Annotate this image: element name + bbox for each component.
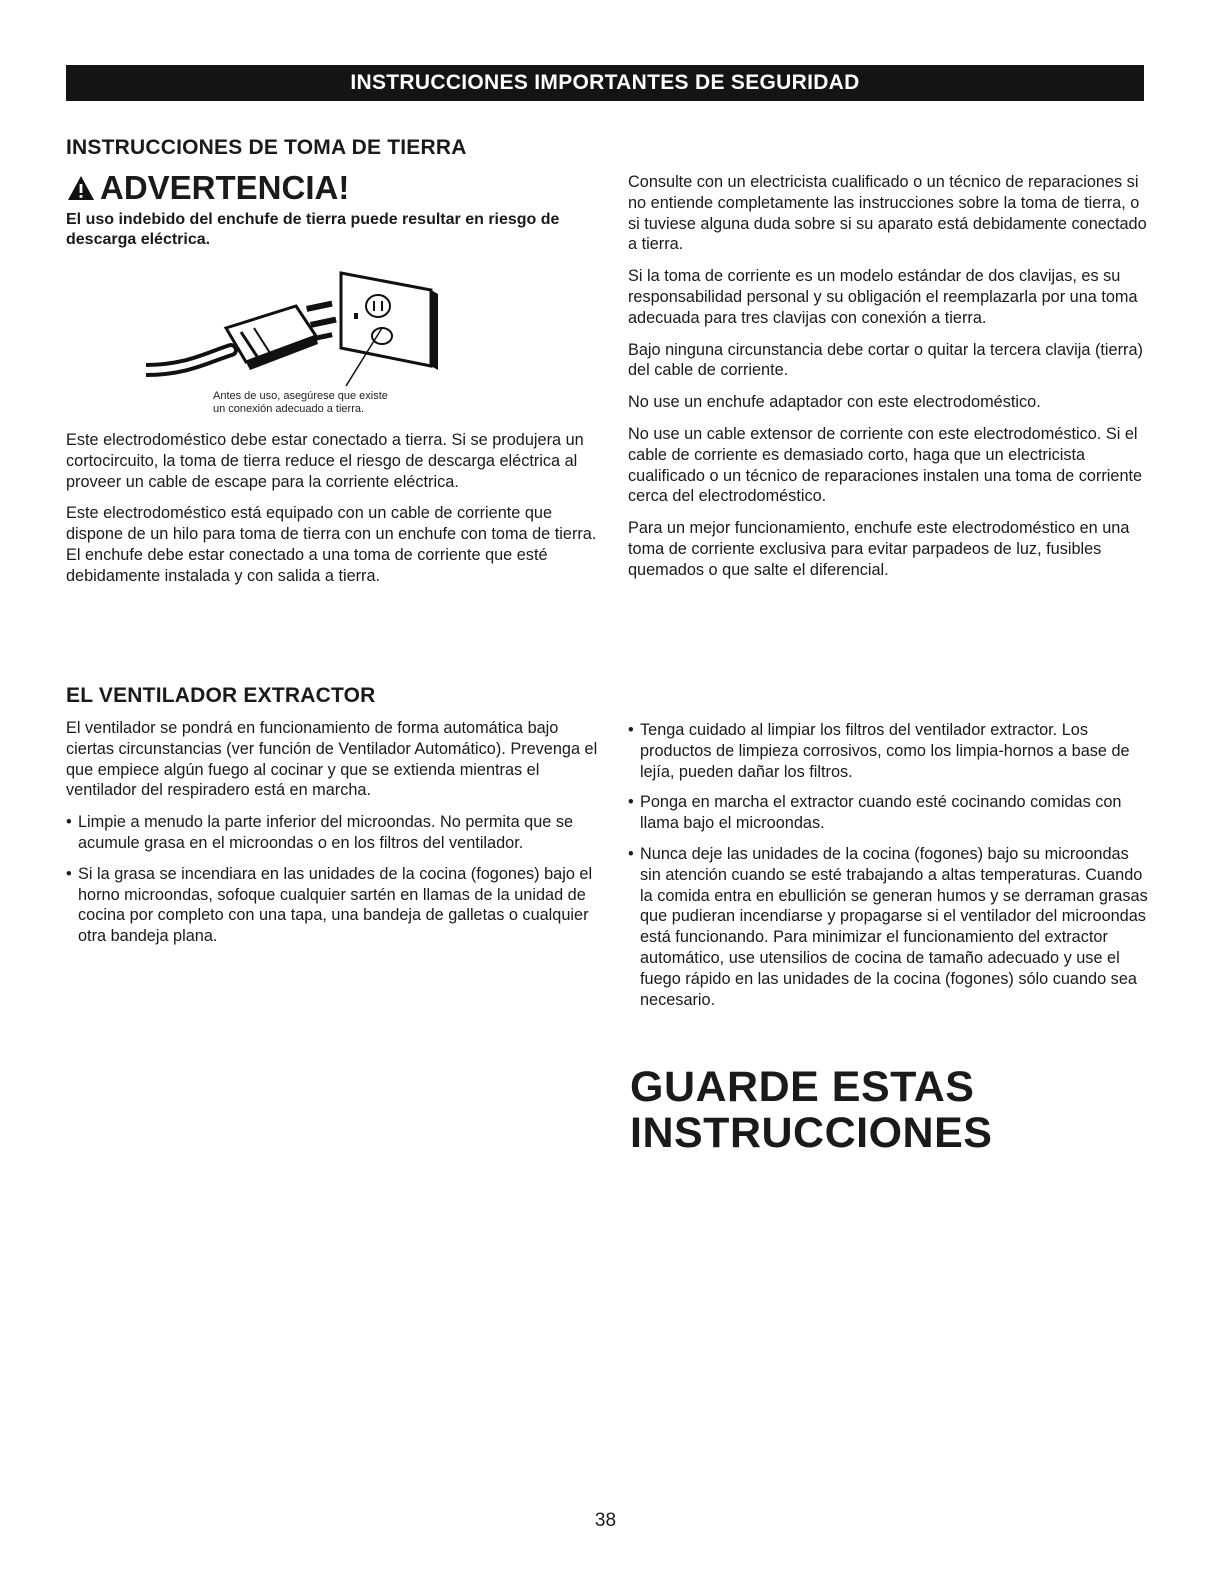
- list-item: • Si la grasa se incendiara en las unidades de la cocina (fogones) bajo el horno microondas, sofoque cualquier sartén en llamas de la unidad de cocina por completo con una tapa, una bandeja de galletas o cualquier otra bandeja plana.: [66, 864, 606, 947]
- figure-caption: [213, 390, 388, 416]
- grounding-heading: INSTRUCCIONES DE TOMA DE TIERRA: [66, 136, 467, 159]
- list-item: • Limpie a menudo la parte inferior del microondas. No permita que se acumule grasa en el microondas o en los filtros del ventilador.: [66, 812, 606, 854]
- grounding-figure: [66, 250, 606, 430]
- grounding-right-column: [628, 172, 1153, 592]
- warning-triangle-icon: [66, 174, 96, 202]
- figure-caption-line-2: un conexión adecuado a tierra.: [213, 403, 365, 415]
- list-item: • Nunca deje las unidades de la cocina (fogones) bajo su microondas sin atención cuando se esté trabajando a altas temperaturas. Cuando la comida entra en ebullición se generan humos y se derraman grasas que pudieran incendiarse y propagarse si el ventilador del microondas está funcionando. Para minimizar el funcionamiento del extractor automático, use utensilios de cocina de tamaño adecuado y use el fuego rápido en las unidades de la cocina (fogones) sólo cuando sea necesario.: [628, 844, 1153, 1010]
- plug-outlet-illustration: [146, 258, 466, 398]
- warning-title: [66, 170, 606, 206]
- grounding-left-column: [66, 136, 606, 598]
- fan-heading: EL VENTILADOR EXTRACTOR: [66, 684, 376, 707]
- grounding-right-paragraph: No use un cable extensor de corriente con este electrodoméstico. Si el cable de corriente es demasiado corto, haga que un electricista cualificado o un técnico de reparaciones instalen una toma de corriente cerca del electrodoméstico.: [628, 424, 1143, 506]
- fan-left-bullet-list: [66, 812, 606, 947]
- page-number: 38: [594, 1510, 617, 1531]
- page-header-title: INSTRUCCIONES IMPORTANTES DE SEGURIDAD: [350, 71, 860, 94]
- fan-left-column: [66, 684, 606, 957]
- grounding-right-paragraph: Bajo ninguna circunstancia debe cortar o quitar la tercera clavija (tierra) del cable de corriente.: [628, 340, 1143, 380]
- grounding-right-paragraph: Si la toma de corriente es un modelo estándar de dos clavijas, es su responsabilidad personal y su obligación el reemplazarla por una toma adecuada para tres clavijas con conexión a tierra.: [628, 267, 1138, 327]
- fan-right-column: [628, 720, 1153, 1020]
- save-instructions-line-1: GUARDE ESTAS: [630, 1063, 975, 1111]
- save-instructions-heading: [630, 1064, 1150, 1156]
- fan-intro: El ventilador se pondrá en funcionamiento de forma automática bajo ciertas circunstancias (ver función de Ventilador Automático). Prevenga el que empiece algún fuego al cocinar y que se extienda mientras el ventilador del respiradero está en marcha.: [66, 719, 598, 800]
- grounding-right-paragraph: Consulte con un electricista cualificado o un técnico de reparaciones si no entiende completamente las instrucciones sobre la toma de tierra, o si tuviese alguna duda sobre si su aparato está debidamente conectado a tierra.: [628, 173, 1147, 254]
- warning-title-text: ADVERTENCIA!: [100, 169, 350, 206]
- grounding-left-paragraph: Este electrodoméstico debe estar conectado a tierra. Si se produjera un cortocircuito, la toma de tierra reduce el riesgo de descarga eléctrica al proveer un cable de escape para la corriente eléctrica.: [66, 431, 584, 491]
- grounding-right-paragraph: Para un mejor funcionamiento, enchufe este electrodoméstico en una toma de corriente exclusiva para evitar parpadeos de luz, fusibles quemados o que salte el diferencial.: [628, 519, 1130, 579]
- grounding-right-paragraph: No use un enchufe adaptador con este electrodoméstico.: [628, 393, 1041, 412]
- list-item: • Ponga en marcha el extractor cuando esté cocinando comidas con llama bajo el microondas.: [628, 792, 1153, 834]
- save-instructions-line-2: INSTRUCCIONES: [630, 1109, 993, 1157]
- warning-text: El uso indebido del enchufe de tierra puede resultar en riesgo de descarga eléctrica.: [66, 211, 560, 248]
- figure-caption-line-1: Antes de uso, asegúrese que existe: [213, 390, 388, 402]
- fan-right-bullet-list: [628, 720, 1153, 1010]
- list-item: • Tenga cuidado al limpiar los filtros del ventilador extractor. Los productos de limpieza corrosivos, como los limpia-hornos a base de lejía, pueden dañar los filtros.: [628, 720, 1153, 782]
- page-header-banner: [66, 65, 1144, 101]
- grounding-left-paragraph: Este electrodoméstico está equipado con un cable de corriente que dispone de un hilo para toma de tierra con un enchufe con toma de tierra. El enchufe debe estar conectado a una toma de corriente que esté debidamente instalada y con salida a tierra.: [66, 504, 597, 585]
